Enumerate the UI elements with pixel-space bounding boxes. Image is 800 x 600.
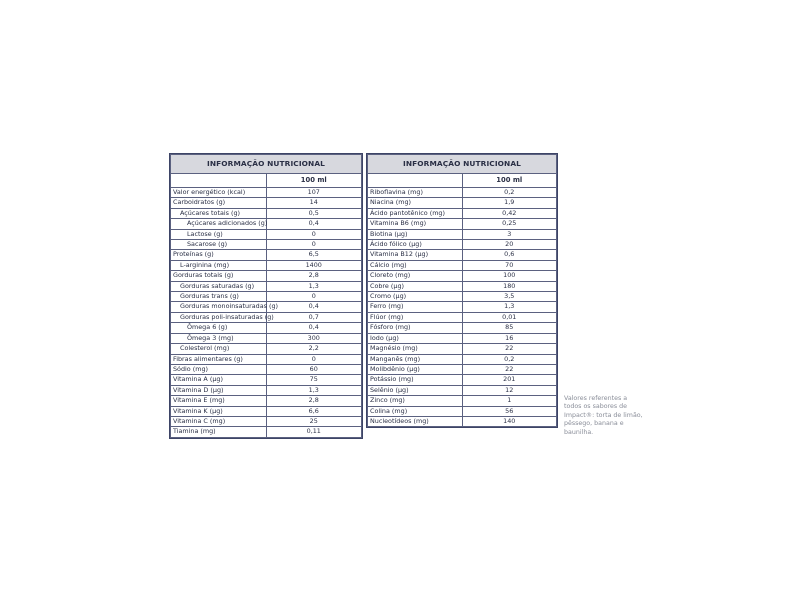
table-title: INFORMAÇÃO NUTRICIONAL xyxy=(368,155,557,174)
nutrient-value: 107 xyxy=(266,188,362,198)
nutrient-value: 100 xyxy=(462,271,557,281)
nutrient-name: Gorduras saturadas (g) xyxy=(171,281,267,291)
table-row xyxy=(171,198,362,208)
table-title-row xyxy=(171,155,362,174)
table-row xyxy=(171,240,362,250)
table-row xyxy=(368,188,557,198)
nutrient-value: 0,4 xyxy=(266,219,362,229)
table-row xyxy=(171,281,362,291)
nutrient-name: Cobre (µg) xyxy=(368,281,463,291)
nutrient-name: Vitamina A (µg) xyxy=(171,375,267,385)
nutrient-name: Valor energético (kcal) xyxy=(171,188,267,198)
table-row xyxy=(368,292,557,302)
nutrient-name: Potássio (mg) xyxy=(368,375,463,385)
nutrient-name: Colesterol (mg) xyxy=(171,344,267,354)
table-title: INFORMAÇÃO NUTRICIONAL xyxy=(171,155,362,174)
table-row xyxy=(368,333,557,343)
nutrient-value: 70 xyxy=(462,260,557,270)
nutrient-name: Proteínas (g) xyxy=(171,250,267,260)
nutrient-value: 0,4 xyxy=(266,323,362,333)
nutrient-value: 12 xyxy=(462,385,557,395)
table-row xyxy=(171,344,362,354)
table-row xyxy=(171,364,362,374)
nutrient-value: 85 xyxy=(462,323,557,333)
table-row xyxy=(171,333,362,343)
nutrient-name: Molibdênio (µg) xyxy=(368,364,463,374)
nutrient-value: 6,5 xyxy=(266,250,362,260)
nutrient-name: Ferro (mg) xyxy=(368,302,463,312)
nutrient-value: 0 xyxy=(266,240,362,250)
table-row xyxy=(171,250,362,260)
nutrient-name: Vitamina B6 (mg) xyxy=(368,219,463,229)
nutrient-name: Gorduras totais (g) xyxy=(171,271,267,281)
table-row xyxy=(171,260,362,270)
nutrient-value: 22 xyxy=(462,344,557,354)
flavor-note: Valores referentes a todos os sabores de Impact®: torta de limão, pêssego, banana e baunilha. xyxy=(564,395,643,436)
unit-header: 100 ml xyxy=(266,174,362,188)
nutrient-name: Iodo (µg) xyxy=(368,333,463,343)
nutrient-name: Cromo (µg) xyxy=(368,292,463,302)
table-row xyxy=(171,427,362,437)
table-row xyxy=(368,416,557,426)
nutrient-name: Ácido pantotênico (mg) xyxy=(368,208,463,218)
nutrient-value: 201 xyxy=(462,375,557,385)
nutrient-name: Carboidratos (g) xyxy=(171,198,267,208)
nutrient-value: 0 xyxy=(266,354,362,364)
table-row xyxy=(171,416,362,426)
nutrient-value: 0 xyxy=(266,292,362,302)
table-row xyxy=(368,229,557,239)
table-row xyxy=(171,219,362,229)
nutrient-value: 0,4 xyxy=(266,302,362,312)
nutrient-value: 2,2 xyxy=(266,344,362,354)
table-row xyxy=(171,396,362,406)
nutrient-value: 0,2 xyxy=(462,188,557,198)
table-row xyxy=(368,406,557,416)
table-row xyxy=(171,354,362,364)
table-row xyxy=(368,323,557,333)
table-row xyxy=(368,240,557,250)
nutrient-name: Niacina (mg) xyxy=(368,198,463,208)
nutrition-table-right xyxy=(366,153,558,428)
nutrient-value: 1,3 xyxy=(266,281,362,291)
nutrient-name: Vitamina C (mg) xyxy=(171,416,267,426)
nutrient-name: Colina (mg) xyxy=(368,406,463,416)
nutrient-value: 140 xyxy=(462,416,557,426)
table-row xyxy=(368,208,557,218)
nutrient-name: Manganês (mg) xyxy=(368,354,463,364)
unit-header-row xyxy=(368,174,557,188)
nutrient-column-header xyxy=(368,174,463,188)
nutrient-name: Gorduras trans (g) xyxy=(171,292,267,302)
nutrient-name: Ômega 6 (g) xyxy=(171,323,267,333)
nutrient-name: Fibras alimentares (g) xyxy=(171,354,267,364)
table-row xyxy=(368,312,557,322)
table-row xyxy=(171,271,362,281)
nutrient-name: Fósforo (mg) xyxy=(368,323,463,333)
nutrient-value: 0,6 xyxy=(462,250,557,260)
nutrient-value: 3 xyxy=(462,229,557,239)
table-row xyxy=(368,281,557,291)
nutrient-value: 0,2 xyxy=(462,354,557,364)
table-row xyxy=(368,271,557,281)
nutrient-value: 20 xyxy=(462,240,557,250)
table-row xyxy=(368,396,557,406)
table-row xyxy=(368,260,557,270)
nutrient-value: 16 xyxy=(462,333,557,343)
nutrient-value: 0,5 xyxy=(266,208,362,218)
nutrient-name: Gorduras poli-insaturadas (g) xyxy=(171,312,267,322)
nutrition-table-left xyxy=(169,153,363,439)
table-row xyxy=(368,302,557,312)
nutrient-name: Biotina (µg) xyxy=(368,229,463,239)
nutrient-name: Vitamina K (µg) xyxy=(171,406,267,416)
nutrient-name: Cálcio (mg) xyxy=(368,260,463,270)
nutrient-name: Vitamina E (mg) xyxy=(171,396,267,406)
nutrient-name: Vitamina B12 (µg) xyxy=(368,250,463,260)
nutrient-name: Cloreto (mg) xyxy=(368,271,463,281)
nutrient-value: 300 xyxy=(266,333,362,343)
nutrient-name: Açúcares adicionados (g) xyxy=(171,219,267,229)
nutrient-name: Flúor (mg) xyxy=(368,312,463,322)
nutrient-name: Lactose (g) xyxy=(171,229,267,239)
table-row xyxy=(368,354,557,364)
nutrient-value: 1,9 xyxy=(462,198,557,208)
nutrient-value: 60 xyxy=(266,364,362,374)
nutrient-name: Magnésio (mg) xyxy=(368,344,463,354)
nutrient-value: 3,5 xyxy=(462,292,557,302)
table-row xyxy=(171,208,362,218)
nutrient-value: 25 xyxy=(266,416,362,426)
nutrient-name: Gorduras monoinsaturadas (g) xyxy=(171,302,267,312)
table-row xyxy=(368,364,557,374)
nutrient-column-header xyxy=(171,174,267,188)
nutrient-value: 1 xyxy=(462,396,557,406)
nutrient-name: Tiamina (mg) xyxy=(171,427,267,437)
table-row xyxy=(368,344,557,354)
table-row xyxy=(368,375,557,385)
table-row xyxy=(171,323,362,333)
nutrient-value: 6,6 xyxy=(266,406,362,416)
nutrient-name: L-arginina (mg) xyxy=(171,260,267,270)
table-row xyxy=(368,385,557,395)
nutrient-name: Riboflavina (mg) xyxy=(368,188,463,198)
nutrient-value: 0,11 xyxy=(266,427,362,437)
nutrient-value: 0,42 xyxy=(462,208,557,218)
unit-header: 100 ml xyxy=(462,174,557,188)
nutrient-name: Selênio (µg) xyxy=(368,385,463,395)
nutrient-name: Ácido fólico (µg) xyxy=(368,240,463,250)
table-row xyxy=(368,250,557,260)
nutrient-name: Açúcares totais (g) xyxy=(171,208,267,218)
table-title-row xyxy=(368,155,557,174)
unit-header-row xyxy=(171,174,362,188)
nutrient-name: Zinco (mg) xyxy=(368,396,463,406)
nutrient-value: 2,8 xyxy=(266,396,362,406)
table-row xyxy=(171,292,362,302)
table-row xyxy=(171,188,362,198)
nutrient-name: Nucleotídeos (mg) xyxy=(368,416,463,426)
table-row xyxy=(171,406,362,416)
nutrient-value: 1,3 xyxy=(462,302,557,312)
nutrient-value: 0,01 xyxy=(462,312,557,322)
nutrient-name: Sódio (mg) xyxy=(171,364,267,374)
table-row xyxy=(171,375,362,385)
nutrient-value: 22 xyxy=(462,364,557,374)
nutrient-name: Vitamina D (µg) xyxy=(171,385,267,395)
nutrient-value: 56 xyxy=(462,406,557,416)
nutrient-value: 14 xyxy=(266,198,362,208)
table-row xyxy=(171,385,362,395)
nutrient-value: 180 xyxy=(462,281,557,291)
nutrient-value: 1,3 xyxy=(266,385,362,395)
table-row xyxy=(171,312,362,322)
nutrient-name: Ômega 3 (mg) xyxy=(171,333,267,343)
table-row xyxy=(171,302,362,312)
nutrient-value: 0 xyxy=(266,229,362,239)
table-row xyxy=(368,219,557,229)
nutrient-value: 75 xyxy=(266,375,362,385)
table-row xyxy=(171,229,362,239)
nutrient-value: 1400 xyxy=(266,260,362,270)
nutrient-value: 0,25 xyxy=(462,219,557,229)
nutrient-value: 0,7 xyxy=(266,312,362,322)
nutrient-value: 2,8 xyxy=(266,271,362,281)
nutrient-name: Sacarose (g) xyxy=(171,240,267,250)
table-row xyxy=(368,198,557,208)
